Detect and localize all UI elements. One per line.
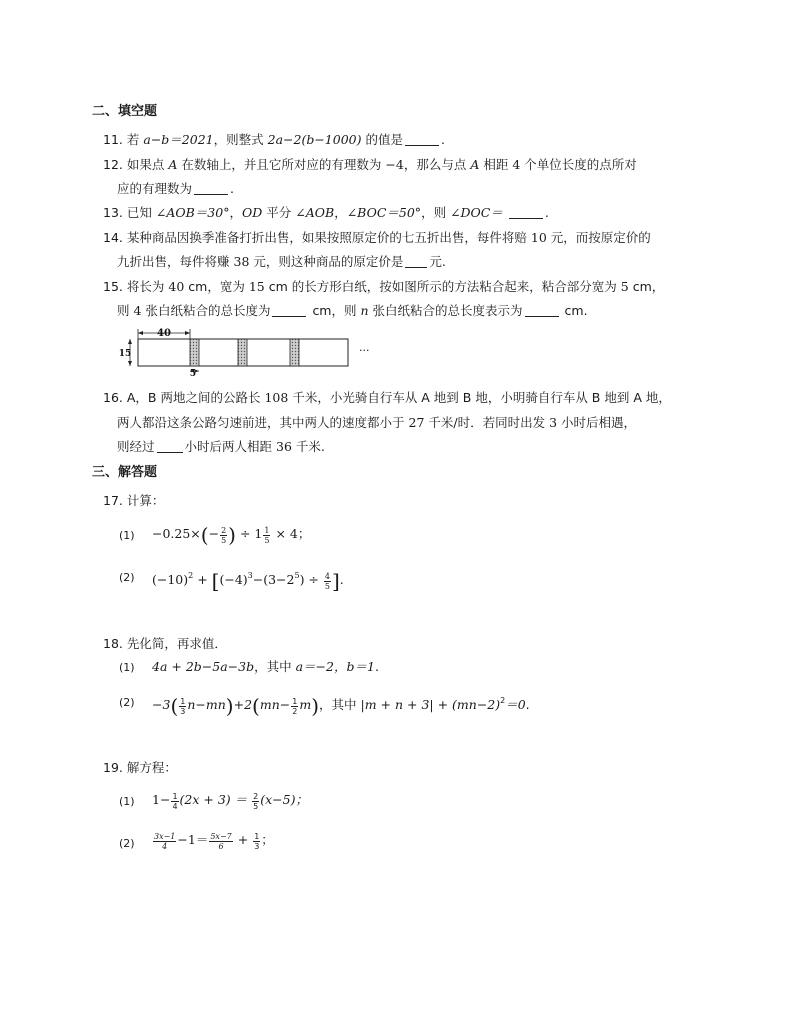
question-19: 19. 解方程： — [103, 760, 177, 775]
dimension-label-length: 40 — [157, 328, 171, 339]
part-label: (1) — [119, 795, 135, 808]
q-number: 13. — [103, 205, 123, 220]
q-number: 16. — [103, 390, 123, 405]
question-17: 17. 计算： — [103, 493, 165, 508]
answer-blank — [157, 440, 183, 453]
q18-part1-expression: 4a + 2b−5a−3b，其中 a＝−2，b＝1. — [152, 659, 379, 674]
answer-blank — [509, 206, 543, 219]
math-condition: a−b＝2021 — [143, 132, 214, 147]
paper-strip-figure — [118, 326, 380, 379]
part-label: (2) — [119, 571, 135, 584]
overlap-zone — [290, 339, 299, 366]
question-12: 12. 如果点 A 在数轴上，并且它所对应的有理数为 −4，那么与点 A 相距 4 个单位长度的点所对 — [103, 157, 637, 172]
answer-blank — [525, 304, 559, 317]
q18-part2-expression: −3( $\frac{1}{3}$ n−mn)+2(mn− $\frac{1}{2}$ m)，其中 $|m + n + 3| + (mn-2)^2=0$. — [152, 694, 530, 718]
answer-blank — [272, 304, 306, 317]
q-number: 12. — [103, 157, 123, 172]
continuation-dots: ··· — [359, 344, 370, 357]
overlap-zone — [238, 339, 247, 366]
section-title: 二、填空题 — [92, 104, 158, 119]
arrow-head — [128, 361, 132, 366]
question-11: 11. 若 a−b＝2021，则整式 2a−2(b−1000) 的值是 . — [103, 132, 445, 147]
question-16: 16. A，B 两地之间的公路长 108 千米，小光骑自行车从 A 地到 B 地，小明骑自行车从 B 地到 A 地， — [103, 390, 671, 405]
q-number: 17. — [103, 493, 123, 508]
question-15-line2: 则 4 张白纸粘合的总长度为 cm，则 n 张白纸粘合的总长度表示为 cm. — [117, 303, 588, 318]
question-14-line2: 九折出售，每件将赚 38 元，则这种商品的原定价是 元. — [117, 254, 446, 269]
overlap-zone — [190, 339, 199, 366]
part-label: (2) — [119, 696, 135, 709]
q17-part1-expression: −0.25×(− $\frac{2}{5}$ ) ÷ 1 $\frac{1}{5}$ × 4； — [152, 523, 311, 547]
dimension-label-width: 15 — [118, 349, 132, 359]
arrow-head — [138, 331, 143, 335]
question-13: 13. 已知 ∠AOB＝30°，OD 平分 ∠AOB，∠BOC＝50°，则 ∠DOC＝ . — [103, 205, 549, 220]
q-number: 15. — [103, 279, 123, 294]
q17-part2-expression: $(-10)^2 + [(-4)^3-(3-2^5)$ ÷ $\frac{4}{5}$ ]. — [152, 569, 344, 593]
dimension-label-overlap: 5 — [189, 369, 197, 379]
question-12-line2: 应的有理数为 . — [117, 181, 234, 196]
arrow-head — [128, 339, 132, 344]
answer-blank — [194, 182, 228, 195]
q-number: 11. — [103, 132, 123, 147]
part-label: (1) — [119, 661, 135, 674]
question-16-line2: 两人都沿这条公路匀速前进，其中两人的速度都小于 27 千米/时．若同时出发 3 小时后相遇， — [117, 415, 637, 430]
answer-blank — [405, 133, 439, 146]
question-18: 18. 先化简，再求值． — [103, 636, 227, 651]
q-number: 14. — [103, 230, 123, 245]
part-label: (1) — [119, 529, 135, 542]
q-number: 18. — [103, 636, 123, 651]
part-label: (2) — [119, 837, 135, 850]
math-expression: 2a−2(b−1000) — [267, 132, 362, 147]
answer-blank — [405, 255, 427, 268]
q19-part1-equation: 1− $\frac{1}{4}$ (2x + 3) ＝ $\frac{2}{5}$ (x−5)； — [152, 792, 308, 811]
section-title: 三、解答题 — [92, 465, 158, 480]
question-15: 15. 将长为 40 cm，宽为 15 cm 的长方形白纸，按如图所示的方法粘合起来，粘合部分宽为 5 cm， — [103, 279, 665, 294]
question-16-line3: 则经过 小时后两人相距 36 千米. — [117, 439, 325, 454]
question-14: 14. 某种商品因换季准备打折出售，如果按照原定价的七五折出售，每件将赔 10 元，而按原定价的 — [103, 230, 651, 245]
arrow-head — [185, 331, 190, 335]
q-number: 19. — [103, 760, 123, 775]
q19-part2-equation: $\frac{3x-1}{4}$ −1＝ $\frac{5x-7}{6}$ + $\frac{1}{3}$ ； — [154, 832, 274, 851]
